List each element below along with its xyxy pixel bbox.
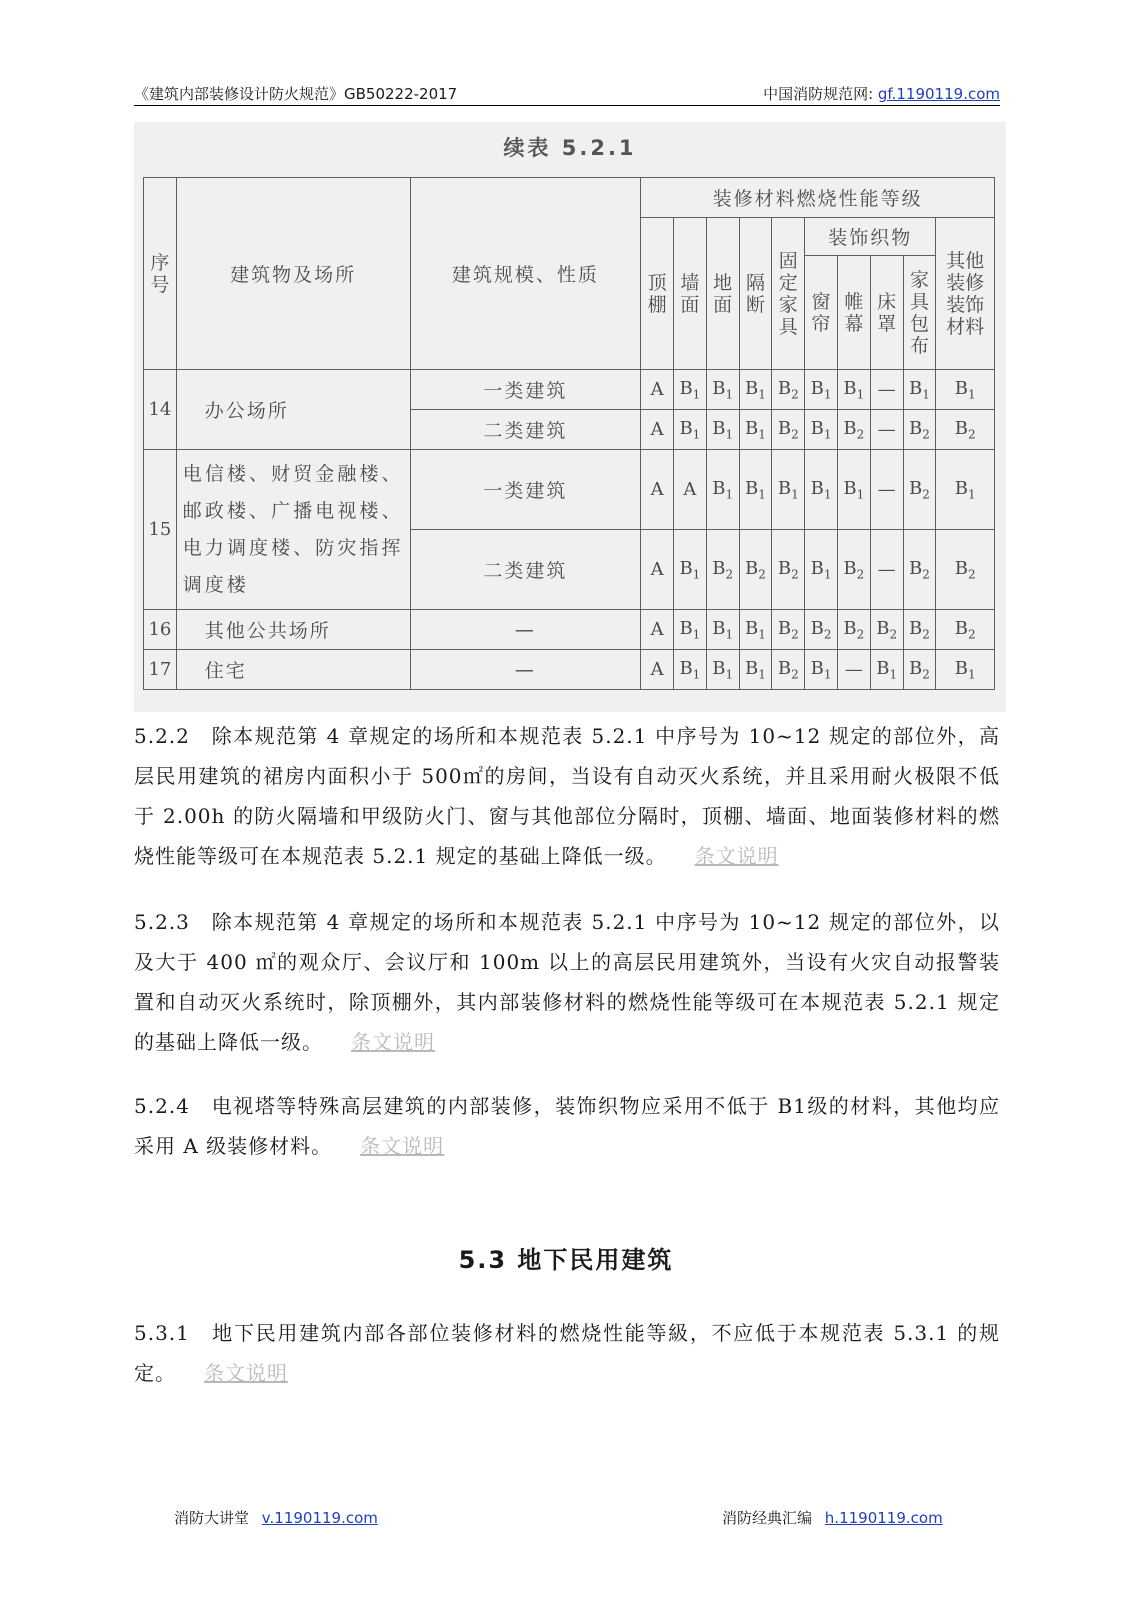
clause-text: 5.3.1 地下民用建筑内部各部位装修材料的燃烧性能等級，不应低于本规范表 5.3.1 的规定。 [134,1321,1000,1385]
row-place: 办公场所 [176,370,410,450]
grade-cell: $B_2$ [772,650,805,690]
grade-cell: $B_1$ [739,370,772,410]
grade-cell: $B_1$ [706,610,739,650]
header-bedcover: 床罩 [870,256,903,370]
grade-cell: $B_2$ [903,530,936,610]
grade-cell: $B_1$ [805,450,838,530]
row-seq: 15 [144,450,177,610]
clause-5-2-2 [134,716,1000,876]
table-scan-image [134,122,1006,712]
table-row [144,650,995,690]
grade-cell: $B_1$ [805,410,838,450]
row-seq: 14 [144,370,177,450]
grade-cell: $B_2$ [903,410,936,450]
grade-cell: $B_1$ [805,530,838,610]
row-scale: 一类建筑 [410,450,641,530]
grade-cell: A [641,650,674,690]
grade-cell: — [870,530,903,610]
grade-cell: $B_1$ [673,530,706,610]
row-scale: 二类建筑 [410,410,641,450]
grade-cell: $B_1$ [739,650,772,690]
grade-cell: $B_1$ [706,650,739,690]
header-site-link[interactable]: gf.1190119.com [877,85,1000,103]
grade-cell: $B_1$ [706,450,739,530]
grade-cell: $B_1$ [936,450,995,530]
header-furniture-wrap: 家具包布 [903,256,936,370]
grade-cell: — [837,650,870,690]
grade-cell: $B_2$ [772,530,805,610]
grade-cell: $B_1$ [772,450,805,530]
fire-rating-table [143,177,995,690]
grade-cell: $B_2$ [903,450,936,530]
row-place: 住宅 [176,650,410,690]
header-ceiling: 顶棚 [641,218,674,370]
grade-cell: $B_1$ [706,410,739,450]
grade-cell: $B_1$ [673,650,706,690]
row-place: 其他公共场所 [176,610,410,650]
grade-cell: $B_2$ [837,410,870,450]
grade-cell: A [673,450,706,530]
row-scale: 二类建筑 [410,530,641,610]
page-header [134,83,1000,106]
clause-5-2-4 [134,1086,1000,1166]
clause-text: 5.2.4 电视塔等特殊高层建筑的内部装修，装饰织物应采用不低于 B1级的材料，其他均应采用 A 级装修材料。 [134,1094,1000,1158]
grade-cell: $B_2$ [936,410,995,450]
grade-cell: $B_2$ [805,610,838,650]
grade-cell: A [641,450,674,530]
grade-cell: $B_1$ [706,370,739,410]
row-seq: 16 [144,610,177,650]
header-scale: 建筑规模、性质 [410,178,641,370]
clause-note-link[interactable]: 条文说明 [360,1134,445,1158]
header-textile: 装饰织物 [805,218,936,256]
grade-cell: $B_1$ [673,410,706,450]
grade-cell: A [641,530,674,610]
footer-left-link[interactable]: v.1190119.com [261,1509,378,1527]
table-row [144,370,995,410]
clause-5-3-1 [134,1313,1000,1393]
clause-5-2-3 [134,902,1000,1062]
clause-text: 5.2.2 除本规范第 4 章规定的场所和本规范表 5.2.1 中序号为 10~12 规定的部位外，高层民用建筑的裙房内面积小于 500㎡的房间，当设有自动灭火系统，并且采用耐火极限不低于 2.00h 的防火隔墙和甲级防火门、窗与其他部位分隔时，顶棚、墙面、地面装修材料的燃烧性能等级可在本规范表 5.2.1 规定的基础上降低一级。 [134,724,1000,868]
header-partition: 隔断 [739,218,772,370]
grade-cell: $B_1$ [837,370,870,410]
grade-cell: $B_1$ [739,410,772,450]
header-wall: 墙面 [673,218,706,370]
table-caption: 续表 5.2.1 [503,136,637,160]
grade-cell: $B_1$ [673,370,706,410]
header-place: 建筑物及场所 [176,178,410,370]
header-other: 其他装修装饰材料 [936,218,995,370]
grade-cell: $B_2$ [936,610,995,650]
grade-cell: $B_1$ [805,650,838,690]
table-row [144,450,995,530]
header-site [763,83,1000,104]
grade-cell: $B_2$ [706,530,739,610]
header-drape: 帷幕 [837,256,870,370]
footer-right [722,1507,943,1528]
grade-cell: $B_2$ [772,410,805,450]
grade-cell: $B_1$ [903,370,936,410]
grade-cell: $B_2$ [903,610,936,650]
grade-cell: A [641,610,674,650]
grade-cell: $B_2$ [837,610,870,650]
grade-cell: $B_1$ [870,650,903,690]
grade-cell: $B_1$ [936,370,995,410]
header-site-label: 中国消防规范网: [763,85,878,103]
clause-note-link[interactable]: 条文说明 [351,1030,435,1054]
section-title: 5.3 地下民用建筑 [458,1246,674,1274]
row-scale: 一类建筑 [410,370,641,410]
header-doc-title: 《建筑内部装修设计防火规范》GB50222-2017 [134,85,458,103]
grade-cell: $B_1$ [805,370,838,410]
grade-cell: A [641,410,674,450]
footer-left [174,1507,378,1528]
header-seq: 序号 [144,178,177,370]
grade-cell: $B_2$ [837,530,870,610]
grade-cell: $B_1$ [673,610,706,650]
grade-cell: $B_2$ [772,610,805,650]
grade-cell: $B_2$ [903,650,936,690]
grade-cell: $B_1$ [936,650,995,690]
grade-cell: — [870,370,903,410]
row-scale: — [410,610,641,650]
grade-cell: $B_1$ [739,450,772,530]
grade-cell: $B_1$ [739,610,772,650]
footer-right-label: 消防经典汇编 [722,1509,813,1527]
grade-cell: $B_2$ [936,530,995,610]
header-grade: 装修材料燃烧性能等级 [641,178,995,218]
clause-note-link[interactable]: 条文说明 [694,844,779,868]
grade-cell: $B_2$ [772,370,805,410]
footer-right-link[interactable]: h.1190119.com [824,1509,943,1527]
header-curtain: 窗帘 [805,256,838,370]
grade-cell: $B_1$ [837,450,870,530]
header-floor: 地面 [706,218,739,370]
table-row [144,610,995,650]
grade-cell: A [641,370,674,410]
clause-note-link[interactable]: 条文说明 [204,1361,288,1385]
grade-cell: — [870,450,903,530]
row-place: 电信楼、财贸金融楼、邮政楼、广播电视楼、电力调度楼、防灾指挥调度楼 [176,450,410,610]
footer-left-label: 消防大讲堂 [174,1509,250,1527]
clause-text: 5.2.3 除本规范第 4 章规定的场所和本规范表 5.2.1 中序号为 10~12 规定的部位外，以及大于 400 ㎡的观众厅、会议厅和 100m 以上的高层民用建筑外，当设有火灾自动报警装置和自动灭火系统时，除顶棚外，其内部装修材料的燃烧性能等级可在本规范表 5.2.1 规定的基础上降低一级。 [134,910,1000,1054]
grade-cell: $B_2$ [870,610,903,650]
row-seq: 17 [144,650,177,690]
row-scale: — [410,650,641,690]
grade-cell: $B_2$ [739,530,772,610]
grade-cell: — [870,410,903,450]
header-fixed-furniture: 固定家具 [772,218,805,370]
